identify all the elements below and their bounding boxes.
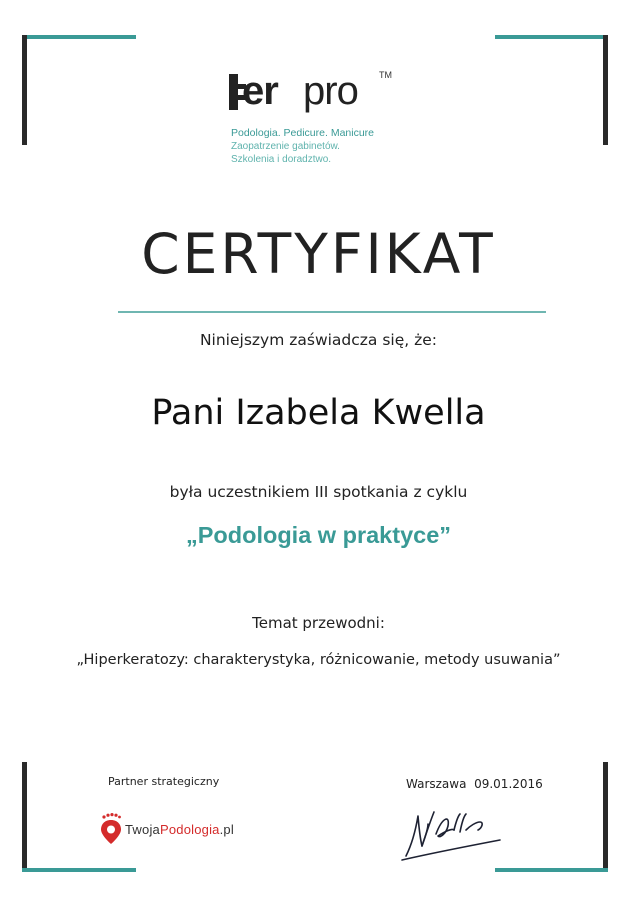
intro-text: Niniejszym zaświadcza się, że: <box>199 331 438 349</box>
partner-logo-part-3: .pl <box>219 822 234 837</box>
place-and-date: Warszawa 09.01.2016 <box>406 777 543 791</box>
logo-trademark: TM <box>379 70 392 80</box>
theme-label: Temat przewodni: <box>252 614 385 632</box>
corner-accent-line <box>22 35 136 39</box>
participation-text: była uczestnikiem III spotkania z cyklu <box>169 483 468 501</box>
logo-tagline-1: Podologia. Pedicure. Manicure <box>231 127 375 139</box>
corner-accent-line <box>495 35 608 39</box>
series-name: „Podologia w praktyce” <box>185 522 452 548</box>
partner-logo-text <box>125 822 234 837</box>
logo-wordmark-pro: pro <box>303 69 358 113</box>
logo-wordmark-er: er <box>242 69 278 113</box>
corner-dark-line <box>603 35 608 145</box>
logo-k-stem <box>229 74 238 110</box>
handwritten-signature <box>398 800 506 864</box>
logo-tagline-3: Szkolenia i doradztwo. <box>231 154 332 165</box>
theme-text: „Hiperkeratozy: charakterystyka, różnicowanie, metody usuwania” <box>76 652 561 668</box>
corner-dark-line <box>22 762 27 872</box>
partner-logo-part-1: Twoja <box>125 822 160 837</box>
certificate-title: CERTYFIKAT <box>141 222 496 286</box>
map-pin-icon <box>99 813 123 845</box>
corner-accent-line <box>22 868 136 872</box>
logo-tagline-2: Zaopatrzenie gabinetów. <box>231 141 340 152</box>
corner-accent-line <box>495 868 608 872</box>
kerpro-logo <box>229 70 429 170</box>
recipient-name: Pani Izabela Kwella <box>151 393 486 433</box>
partner-logo <box>96 805 236 845</box>
partner-label: Partner strategiczny <box>108 775 220 788</box>
title-divider <box>118 311 546 313</box>
corner-dark-line <box>603 762 608 872</box>
corner-dark-line <box>22 35 27 145</box>
partner-logo-part-2: Podologia <box>159 822 220 837</box>
